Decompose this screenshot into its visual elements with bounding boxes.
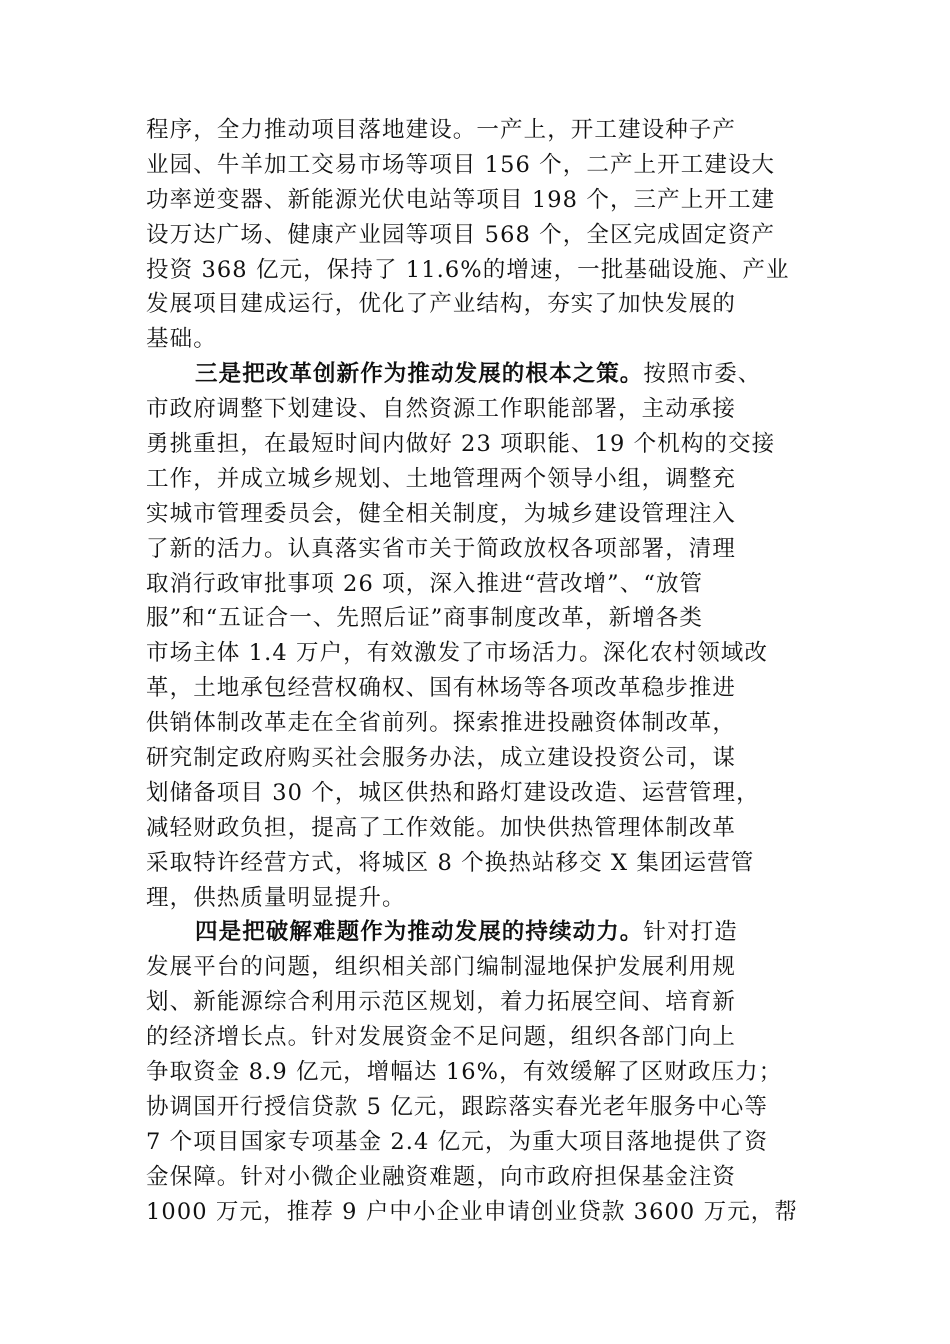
paragraph-first-line xyxy=(146,357,812,392)
text-line: 市政府调整下划建设、自然资源工作职能部署，主动承接 xyxy=(146,396,737,423)
paragraph-first-line xyxy=(146,915,812,950)
body-text xyxy=(146,113,812,1230)
text-line: 划储备项目 30 个，城区供热和路灯建设改造、运营管理， xyxy=(146,779,760,806)
text-line: 投资 368 亿元，保持了 11.6%的增速，一批基础设施、产业 xyxy=(146,256,790,283)
text-line: 勇挑重担，在最短时间内做好 23 项职能、19 个机构的交接 xyxy=(146,431,776,458)
text-line: 服”和“五证合一、先照后证”商事制度改革，新增各类 xyxy=(146,605,704,632)
text-line: 取消行政审批事项 26 项，深入推进“营改增”、“放管 xyxy=(146,570,704,597)
text-line: 市场主体 1.4 万户，有效激发了市场活力。深化农村领域改 xyxy=(146,640,768,667)
paragraph-1 xyxy=(146,113,812,357)
text-line: 供销体制改革走在全省前列。探索推进投融资体制改革， xyxy=(146,710,737,737)
text-line: 7 个项目国家专项基金 2.4 亿元，为重大项目落地提供了资 xyxy=(146,1128,769,1155)
text-line: 工作，并成立城乡规划、土地管理两个领导小组，调整充 xyxy=(146,465,737,492)
paragraph-2 xyxy=(146,357,812,915)
text-line: 功率逆变器、新能源光伏电站等项目 198 个，三产上开工建 xyxy=(146,186,776,213)
text-line: 采取特许经营方式，将城区 8 个换热站移交 X 集团运营管 xyxy=(146,849,755,876)
text-line: 的经济增长点。针对发展资金不足问题，组织各部门向上 xyxy=(146,1024,737,1051)
text-line: 1000 万元，推荐 9 户中小企业申请创业贷款 3600 万元，帮 xyxy=(146,1198,798,1225)
text-line: 实城市管理委员会，健全相关制度，为城乡建设管理注入 xyxy=(146,500,737,527)
text-line: 革，土地承包经营权确权、国有林场等各项改革稳步推进 xyxy=(146,675,737,702)
text-line: 金保障。针对小微企业融资难题，向市政府担保基金注资 xyxy=(146,1163,737,1190)
text-line: 争取资金 8.9 亿元，增幅达 16%，有效缓解了区财政压力； xyxy=(146,1059,783,1086)
text-line: 研究制定政府购买社会服务办法，成立建设投资公司，谋 xyxy=(146,745,737,772)
text-line: 减轻财政负担，提高了工作效能。加快供热管理体制改革 xyxy=(146,814,737,841)
text-line: 程序，全力推动项目落地建设。一产上，开工建设种子产 xyxy=(146,117,737,143)
paragraph-heading: 三是把改革创新作为推动发展的根本之策。 xyxy=(195,361,644,388)
text-run: 针对打造 xyxy=(643,919,738,946)
text-line: 协调国开行授信贷款 5 亿元，跟踪落实春光老年服务中心等 xyxy=(146,1093,768,1120)
text-run: 按照市委、 xyxy=(643,361,762,388)
text-line: 设万达广场、健康产业园等项目 568 个，全区完成固定资产 xyxy=(146,221,776,248)
paragraph-3 xyxy=(146,915,812,1229)
text-line: 了新的活力。认真落实省市关于简政放权各项部署，清理 xyxy=(146,535,737,562)
text-line: 基础。 xyxy=(146,326,217,353)
text-line: 划、新能源综合利用示范区规划，着力拓展空间、培育新 xyxy=(146,989,737,1016)
text-line: 理，供热质量明显提升。 xyxy=(146,884,406,911)
text-line: 发展平台的问题，组织相关部门编制湿地保护发展利用规 xyxy=(146,954,737,981)
paragraph-heading: 四是把破解难题作为推动发展的持续动力。 xyxy=(195,919,644,946)
text-line: 业园、牛羊加工交易市场等项目 156 个，二产上开工建设大 xyxy=(146,151,776,178)
text-line: 发展项目建成运行，优化了产业结构，夯实了加快发展的 xyxy=(146,291,737,318)
